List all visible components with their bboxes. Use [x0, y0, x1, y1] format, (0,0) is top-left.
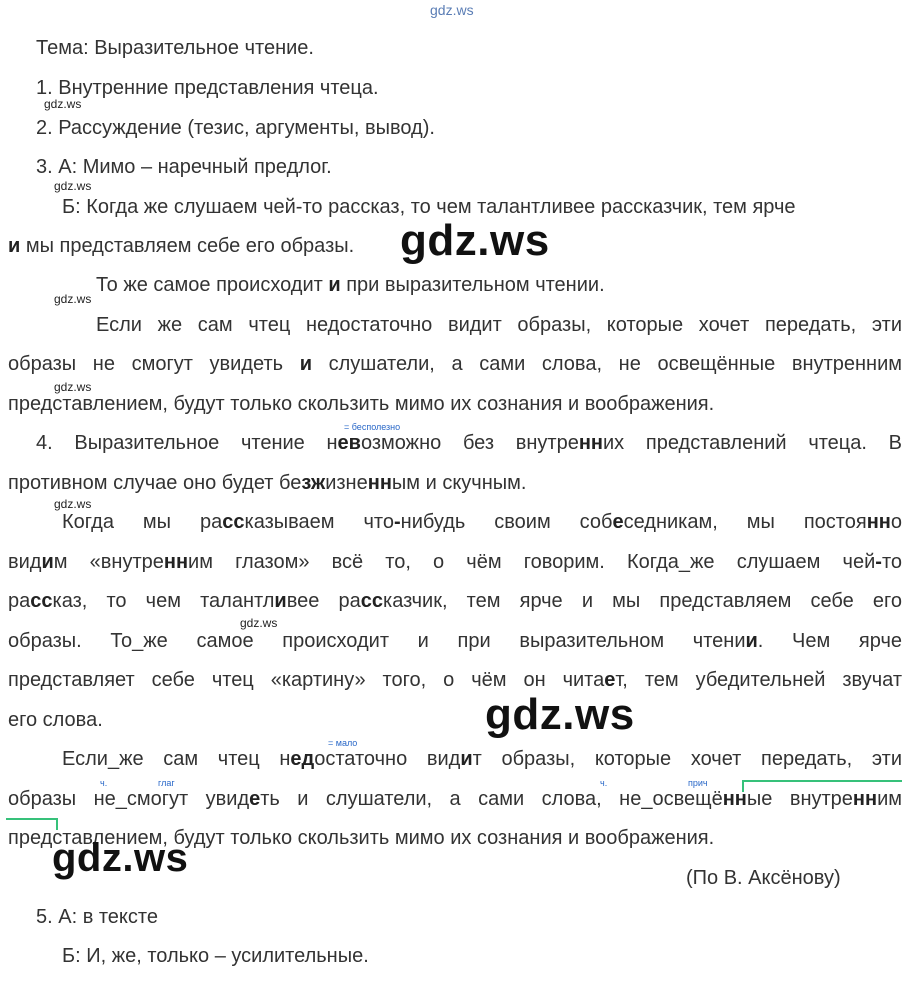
text-line-6: его слова. [8, 709, 103, 731]
note-ch-2: ч. [600, 778, 608, 788]
topic-line: Тема: Выразительное чтение. [36, 37, 314, 59]
participle-bracket-end-line [6, 818, 58, 820]
answer-3b-line-1: Б: Когда же слушаем чей-то рассказ, то чем талантливее рассказчик, тем ярче [62, 196, 796, 218]
watermark-small: gdz.ws [54, 179, 92, 193]
watermark-small: gdz.ws [54, 497, 92, 511]
watermark-small: gdz.ws [44, 97, 82, 111]
note-ch-1: ч. [100, 778, 108, 788]
answer-3a: 3. А: Мимо – наречный предлог. [36, 156, 332, 178]
text-line-3: рассказ, то чем талантливее рассказчик, тем ярче и мы представляем себе его [8, 590, 903, 612]
note-glag: глаг [158, 778, 175, 788]
answer-5a: 5. А: в тексте [36, 906, 158, 928]
watermark-top: gdz.ws [430, 2, 474, 18]
watermark-small: gdz.ws [54, 380, 92, 394]
watermark-big: gdz.ws [52, 836, 189, 880]
answer-3b-line-4: Если же сам чтец недостаточно видит образы, которые хочет передать, эти [96, 314, 902, 336]
note-prich: прич [688, 778, 708, 788]
answer-1: 1. Внутренние представления чтеца. [36, 77, 379, 99]
watermark-big: gdz.ws [400, 216, 550, 265]
text-line-5: представляет себе чтец «картину» того, о чём он читает, тем убедительней звучат [8, 669, 902, 691]
text-line-7: Если_же сам чтец недостаточно видит образы, которые хочет передать, эти [62, 748, 902, 770]
answer-3b-line-3: То же самое происходит и при выразительном чтении. [96, 274, 605, 296]
watermark-small: gdz.ws [54, 292, 92, 306]
note-malo: = мало [328, 738, 358, 748]
answer-2: 2. Рассуждение (тезис, аргументы, вывод). [36, 117, 435, 139]
text-line-1: Когда мы рассказываем что-нибудь своим собеседникам, мы постоянно [62, 511, 902, 533]
note-bespolezno: = бесполезно [344, 422, 401, 432]
answer-4-line-2: противном случае оно будет безжизненным и скучным. [8, 472, 527, 494]
answer-3b-line-6: представлением, будут только скользить мимо их сознания и воображения. [8, 393, 715, 415]
text-source: (По В. Аксёнову) [686, 867, 841, 889]
watermark-big: gdz.ws [485, 690, 635, 739]
participle-bracket-line [742, 780, 902, 782]
text-line-9: представлением, будут только скользить мимо их сознания и воображения. [8, 827, 715, 849]
watermark-small: gdz.ws [240, 616, 278, 630]
text-line-2: видим «внутренним глазом» всё то, о чём говорим. Когда_же слушаем чей-то [8, 551, 902, 573]
text-line-8: образы не_смогут увидеть и слушатели, а сами слова, не_освещённые внутренним [8, 788, 902, 810]
answer-3b-line-2: и мы представляем себе его образы. [8, 235, 355, 257]
answer-5b: Б: И, же, только – усилительные. [62, 945, 369, 967]
text-line-4: образы. То_же самое происходит и при выразительном чтении. Чем ярче [8, 630, 902, 652]
answer-4-line-1: 4. Выразительное чтение невозможно без внутренних представлений чтеца. В [36, 432, 902, 454]
answer-3b-line-5: образы не смогут увидеть и слушатели, а сами слова, не освещённые внутренним [8, 353, 902, 375]
